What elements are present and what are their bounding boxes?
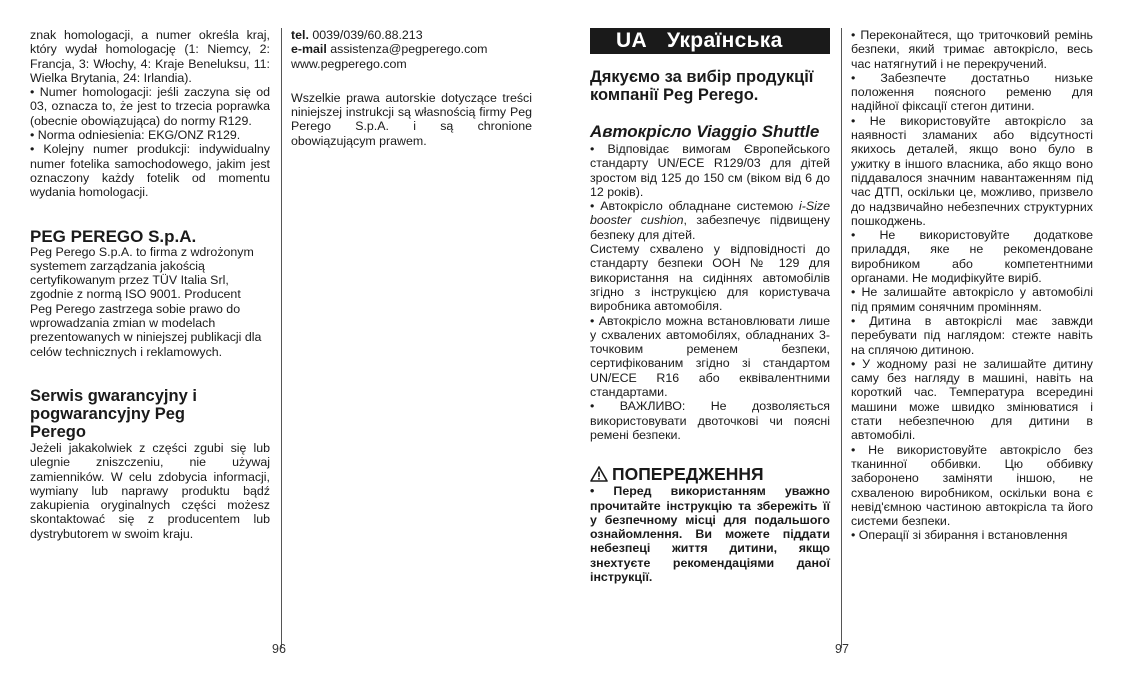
isize-text-end: , забезпечує підвищену безпеку для дітей.: [590, 213, 830, 242]
contact-column: [291, 28, 532, 148]
fabric-cover-paragraph: • Не використовуйте автокрісло без тканинної оббивки. Цю оббивку заборонено заміняти іншою, не схваленою виробником, оскільки вона є невід'ємною частиною автокрісла та його системи безпеки.: [851, 442, 1093, 529]
warning-text: • Перед використанням уважно прочитайте інструкцію та збережіть її у безпечному місці для подальшого ознайомлення. Ви можете піддати небезпеці життя дитини, якщо знехтуєте рекомендаціями даної інструкції.: [590, 484, 830, 585]
language-header-bar: [590, 28, 830, 54]
standard-compliance-paragraph: • Відповідає вимогам Європейського стандарту UN/ECE R129/03 для дітей зростом від 125 до 150 см (віком від 6 до 12 років).: [590, 142, 830, 199]
isize-system-paragraph: [590, 199, 830, 242]
homologation-number-paragraph: • Numer homologacji: jeśli zaczyna się od 03, oznacza to, że jest to trzecia poprawka (obecnie obowiązująca) do normy R129.: [30, 85, 270, 128]
right-column-divider: [841, 28, 842, 648]
phone-line: [291, 28, 532, 42]
installation-vehicles-paragraph: • Автокрісло можна встановлювати лише у схвалених автомобілях, обладнаних 3-точковим ременем безпеки, сертифікованим згідно зі стандартом UN/ECE R16 або еквівалентними стандартами.: [590, 313, 830, 400]
homologation-country-paragraph: znak homologacji, a numer określa kraj, który wydał homologację (1: Niemcy, 2: Francja, 3: Włochy, 4: Kraje Beneluksu, 11: Wielka Brytania, 24: Irlandia).: [30, 28, 270, 85]
accessories-paragraph: • Не використовуйте додаткове приладдя, яке не рекомендоване виробником або компетентними органами. Не модифікуйте виріб.: [851, 228, 1093, 286]
thank-you-heading: Дякуємо за вибір продукції компанії Peg Perego.: [590, 68, 814, 104]
service-description: Jeżeli jakakolwiek z części zgubi się lub ulegnie zniszczeniu, nie używaj zamienników. W celu zdobycia informacji, wymiany lub naprawy produktu bądź zakupienia oryginalnych części możesz skontaktować się z producentem lub dystrybutorem w swoim kraju.: [30, 440, 270, 541]
copyright-notice: Wszelkie prawa autorskie dotyczące treści niniejszej instrukcji są własnością firmy Peg Perego S.p.A. i są chronione obowiązującym prawem.: [291, 90, 532, 148]
production-number-paragraph: • Kolejny numer produkcji: indywidualny numer fotelika samochodowego, jakim jest oznaczony każdy fotelik od momentu wydania homologacji.: [30, 142, 270, 200]
email-address: assistenza@pegperego.com: [326, 42, 488, 57]
company-description: Peg Perego S.p.A. to firma z wdrożonym systemem zarządzania jakością certyfikowanym przez TÜV Italia Srl, zgodnie z normą ISO 9001. Producent Peg Perego zastrzega sobie prawo do wprowadzania zmian w modelach prezentowanych w niniejszej publikacji dla celów technicznych i reklamowych.: [30, 244, 262, 359]
language-name: Українська: [666, 29, 783, 52]
left-column-divider: [281, 28, 282, 648]
warning-heading: [590, 464, 830, 484]
assembly-paragraph: • Операції зі збирання і встановлення: [851, 528, 1068, 543]
sunlight-paragraph: • Не залишайте автокрісло у автомобілі під прямим сонячним промінням.: [851, 285, 1093, 314]
left-column-polish-text: [30, 28, 270, 541]
un-approval-paragraph: Систему схвалено у відповідності до стандарту безпеки ООН № 129 для використання на сидіннях автомобілів згідно з інструкцією для користувача виробника автомобіля.: [590, 242, 830, 314]
service-heading: Serwis gwarancyjny i pogwarancyjny Peg Perego: [30, 386, 197, 441]
belt-tension-paragraph: • Переконайтеся, що триточковий ремінь безпеки, який тримає автокрісло, весь час натягнутий і не перекручений.: [851, 28, 1093, 71]
unattended-child-paragraph: • У жодному разі не залишайте дитину саму без нагляду в машині, навіть на короткий час. Температура всередині машини може швидко змінюватися і стати небезпечною для дитини в автомобілі.: [851, 356, 1093, 443]
ukrainian-intro-column: [590, 28, 830, 584]
damaged-seat-paragraph: • Не використовуйте автокрісло за наявності зламаних або відсутності якихось деталей, якщо воно було в ужитку в іншого власника, або якщо воно піддавалося значним навантаженням під час ДТП, оскільки це, можливо, призвело до надзвичайно небезпечних структурних пошкоджень.: [851, 113, 1093, 228]
page-number-right: 97: [835, 642, 849, 656]
email-line: [291, 42, 532, 56]
reference-norm-paragraph: • Norma odniesienia: EKG/ONZ R129.: [30, 128, 241, 143]
isize-system-name: i-Size booster cushion: [590, 199, 830, 228]
important-belt-paragraph: • ВАЖЛИВО: Не дозволяється використовувати двоточкові чи поясні ремені безпеки.: [590, 399, 830, 442]
product-heading: Автокрісло Viaggio Shuttle: [590, 122, 820, 141]
page-number-left: 96: [272, 642, 286, 656]
supervision-paragraph: • Дитина в автокріслі має завжди перебувати під наглядом: стежте навіть на сплячою дитиною.: [851, 313, 1093, 357]
email-label: e-mail: [291, 42, 327, 57]
phone-label: tel.: [291, 28, 309, 42]
warning-triangle-icon: [590, 466, 608, 482]
left-page: [0, 0, 561, 680]
lap-belt-paragraph: • Забезпечте достатньо низьке положення поясного ременю для надійної фіксації стегон дитини.: [851, 70, 1093, 114]
website-link: www.pegperego.com: [291, 56, 407, 71]
isize-text-start: • Автокрісло обладнане системою: [590, 199, 800, 214]
company-heading: PEG PEREGO S.p.A.: [30, 226, 197, 246]
phone-number: 0039/039/60.88.213: [308, 28, 423, 42]
language-code: UA: [616, 29, 647, 52]
warning-heading-text: ПОПЕРЕДЖЕННЯ: [612, 464, 764, 485]
ukrainian-safety-column: [851, 28, 1093, 543]
